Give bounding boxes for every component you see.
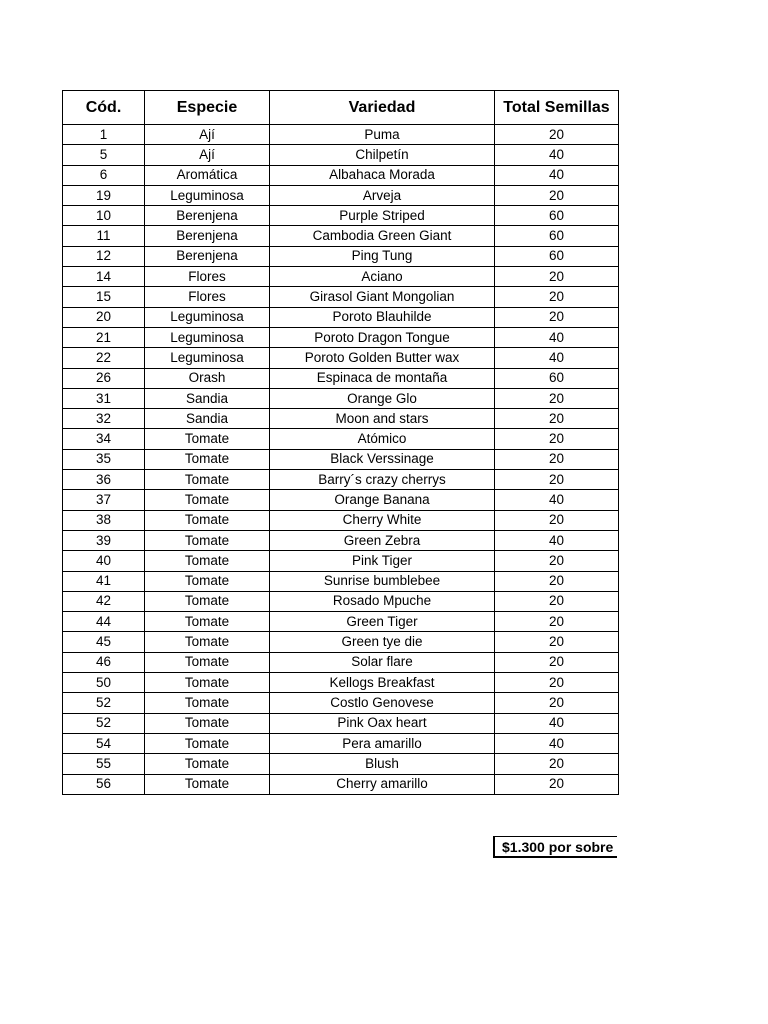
cell-cod: 20 — [63, 307, 145, 327]
cell-total-semillas: 20 — [495, 591, 619, 611]
cell-cod: 41 — [63, 571, 145, 591]
cell-cod: 15 — [63, 287, 145, 307]
table-row — [63, 693, 619, 713]
cell-especie: Tomate — [145, 774, 270, 794]
cell-especie: Tomate — [145, 551, 270, 571]
cell-total-semillas: 20 — [495, 673, 619, 693]
table-row — [63, 307, 619, 327]
cell-variedad: Solar flare — [270, 652, 495, 672]
cell-especie: Ají — [145, 145, 270, 165]
cell-cod: 42 — [63, 591, 145, 611]
cell-variedad: Espinaca de montaña — [270, 368, 495, 388]
seed-table — [62, 90, 619, 795]
cell-cod: 26 — [63, 368, 145, 388]
cell-variedad: Rosado Mpuche — [270, 591, 495, 611]
cell-cod: 12 — [63, 246, 145, 266]
cell-cod: 37 — [63, 490, 145, 510]
cell-especie: Tomate — [145, 490, 270, 510]
cell-total-semillas: 60 — [495, 246, 619, 266]
cell-total-semillas: 40 — [495, 145, 619, 165]
table-row — [63, 612, 619, 632]
cell-total-semillas: 20 — [495, 652, 619, 672]
table-row — [63, 754, 619, 774]
header-row — [63, 91, 619, 125]
cell-cod: 21 — [63, 327, 145, 347]
cell-variedad: Orange Banana — [270, 490, 495, 510]
cell-total-semillas: 20 — [495, 510, 619, 530]
cell-variedad: Green Zebra — [270, 530, 495, 550]
cell-total-semillas: 20 — [495, 307, 619, 327]
cell-variedad: Green tye die — [270, 632, 495, 652]
cell-variedad: Puma — [270, 125, 495, 145]
table-row — [63, 551, 619, 571]
cell-especie: Sandia — [145, 388, 270, 408]
cell-especie: Ají — [145, 125, 270, 145]
cell-cod: 34 — [63, 429, 145, 449]
table-row — [63, 185, 619, 205]
cell-especie: Flores — [145, 267, 270, 287]
cell-especie: Tomate — [145, 652, 270, 672]
cell-variedad: Poroto Golden Butter wax — [270, 348, 495, 368]
cell-total-semillas: 40 — [495, 165, 619, 185]
table-row — [63, 673, 619, 693]
table-row — [63, 368, 619, 388]
cell-cod: 56 — [63, 774, 145, 794]
cell-variedad: Pink Tiger — [270, 551, 495, 571]
cell-variedad: Blush — [270, 754, 495, 774]
cell-cod: 1 — [63, 125, 145, 145]
cell-cod: 52 — [63, 713, 145, 733]
cell-total-semillas: 20 — [495, 754, 619, 774]
table-row — [63, 470, 619, 490]
cell-especie: Tomate — [145, 530, 270, 550]
cell-cod: 39 — [63, 530, 145, 550]
cell-variedad: Moon and stars — [270, 409, 495, 429]
cell-total-semillas: 20 — [495, 632, 619, 652]
cell-especie: Aromática — [145, 165, 270, 185]
cell-total-semillas: 20 — [495, 551, 619, 571]
cell-variedad: Poroto Blauhilde — [270, 307, 495, 327]
cell-variedad: Chilpetín — [270, 145, 495, 165]
cell-total-semillas: 20 — [495, 185, 619, 205]
cell-variedad: Cherry amarillo — [270, 774, 495, 794]
cell-total-semillas: 20 — [495, 287, 619, 307]
cell-variedad: Purple Striped — [270, 206, 495, 226]
cell-variedad: Orange Glo — [270, 388, 495, 408]
header-especie: Especie — [145, 91, 270, 125]
cell-especie: Flores — [145, 287, 270, 307]
table-body — [63, 125, 619, 795]
cell-variedad: Atómico — [270, 429, 495, 449]
cell-especie: Leguminosa — [145, 185, 270, 205]
table-row — [63, 125, 619, 145]
cell-variedad: Aciano — [270, 267, 495, 287]
cell-especie: Tomate — [145, 510, 270, 530]
table-row — [63, 733, 619, 753]
cell-variedad: Barry´s crazy cherrys — [270, 470, 495, 490]
price-label: $1.300 por sobre — [493, 836, 617, 858]
cell-cod: 35 — [63, 449, 145, 469]
cell-cod: 36 — [63, 470, 145, 490]
cell-variedad: Pink Oax heart — [270, 713, 495, 733]
cell-total-semillas: 20 — [495, 388, 619, 408]
cell-cod: 44 — [63, 612, 145, 632]
cell-total-semillas: 40 — [495, 530, 619, 550]
cell-cod: 46 — [63, 652, 145, 672]
cell-total-semillas: 20 — [495, 571, 619, 591]
cell-total-semillas: 40 — [495, 348, 619, 368]
cell-variedad: Green Tiger — [270, 612, 495, 632]
cell-total-semillas: 20 — [495, 409, 619, 429]
cell-total-semillas: 40 — [495, 490, 619, 510]
table-row — [63, 165, 619, 185]
table-row — [63, 388, 619, 408]
table-row — [63, 632, 619, 652]
cell-especie: Tomate — [145, 693, 270, 713]
cell-variedad: Cherry White — [270, 510, 495, 530]
cell-variedad: Black Verssinage — [270, 449, 495, 469]
table-row — [63, 530, 619, 550]
cell-especie: Leguminosa — [145, 307, 270, 327]
cell-total-semillas: 20 — [495, 774, 619, 794]
cell-variedad: Kellogs Breakfast — [270, 673, 495, 693]
cell-cod: 50 — [63, 673, 145, 693]
cell-cod: 10 — [63, 206, 145, 226]
cell-total-semillas: 40 — [495, 733, 619, 753]
cell-total-semillas: 60 — [495, 226, 619, 246]
cell-especie: Tomate — [145, 449, 270, 469]
table-row — [63, 409, 619, 429]
cell-total-semillas: 20 — [495, 470, 619, 490]
cell-especie: Leguminosa — [145, 327, 270, 347]
cell-cod: 5 — [63, 145, 145, 165]
header-cod: Cód. — [63, 91, 145, 125]
cell-cod: 6 — [63, 165, 145, 185]
cell-especie: Tomate — [145, 612, 270, 632]
cell-especie: Tomate — [145, 429, 270, 449]
cell-variedad: Poroto Dragon Tongue — [270, 327, 495, 347]
cell-cod: 52 — [63, 693, 145, 713]
cell-variedad: Cambodia Green Giant — [270, 226, 495, 246]
table-row — [63, 267, 619, 287]
cell-total-semillas: 40 — [495, 327, 619, 347]
cell-cod: 22 — [63, 348, 145, 368]
cell-cod: 55 — [63, 754, 145, 774]
table-row — [63, 571, 619, 591]
cell-cod: 32 — [63, 409, 145, 429]
cell-especie: Tomate — [145, 571, 270, 591]
cell-especie: Tomate — [145, 673, 270, 693]
cell-cod: 31 — [63, 388, 145, 408]
cell-especie: Orash — [145, 368, 270, 388]
table-row — [63, 226, 619, 246]
table-row — [63, 652, 619, 672]
header-variedad: Variedad — [270, 91, 495, 125]
cell-especie: Tomate — [145, 632, 270, 652]
cell-especie: Tomate — [145, 754, 270, 774]
table-row — [63, 327, 619, 347]
cell-cod: 11 — [63, 226, 145, 246]
table-row — [63, 429, 619, 449]
table-row — [63, 287, 619, 307]
cell-total-semillas: 20 — [495, 125, 619, 145]
cell-total-semillas: 20 — [495, 449, 619, 469]
cell-cod: 14 — [63, 267, 145, 287]
cell-especie: Sandia — [145, 409, 270, 429]
cell-variedad: Costlo Genovese — [270, 693, 495, 713]
table-row — [63, 348, 619, 368]
cell-especie: Berenjena — [145, 226, 270, 246]
table-row — [63, 206, 619, 226]
cell-variedad: Sunrise bumblebee — [270, 571, 495, 591]
cell-especie: Leguminosa — [145, 348, 270, 368]
cell-variedad: Girasol Giant Mongolian — [270, 287, 495, 307]
cell-especie: Berenjena — [145, 246, 270, 266]
cell-especie: Tomate — [145, 733, 270, 753]
cell-variedad: Albahaca Morada — [270, 165, 495, 185]
cell-cod: 54 — [63, 733, 145, 753]
table-row — [63, 591, 619, 611]
cell-especie: Tomate — [145, 591, 270, 611]
cell-variedad: Pera amarillo — [270, 733, 495, 753]
cell-total-semillas: 20 — [495, 429, 619, 449]
cell-cod: 40 — [63, 551, 145, 571]
table-row — [63, 449, 619, 469]
cell-cod: 45 — [63, 632, 145, 652]
cell-cod: 38 — [63, 510, 145, 530]
cell-especie: Tomate — [145, 470, 270, 490]
cell-total-semillas: 20 — [495, 267, 619, 287]
cell-especie: Tomate — [145, 713, 270, 733]
cell-especie: Berenjena — [145, 206, 270, 226]
cell-cod: 19 — [63, 185, 145, 205]
cell-total-semillas: 40 — [495, 713, 619, 733]
table-row — [63, 490, 619, 510]
table-row — [63, 510, 619, 530]
cell-variedad: Ping Tung — [270, 246, 495, 266]
cell-total-semillas: 60 — [495, 368, 619, 388]
table-row — [63, 145, 619, 165]
table-row — [63, 713, 619, 733]
cell-total-semillas: 20 — [495, 612, 619, 632]
table-row — [63, 246, 619, 266]
cell-total-semillas: 20 — [495, 693, 619, 713]
header-total-semillas: Total Semillas — [495, 91, 619, 125]
cell-variedad: Arveja — [270, 185, 495, 205]
table-row — [63, 774, 619, 794]
cell-total-semillas: 60 — [495, 206, 619, 226]
